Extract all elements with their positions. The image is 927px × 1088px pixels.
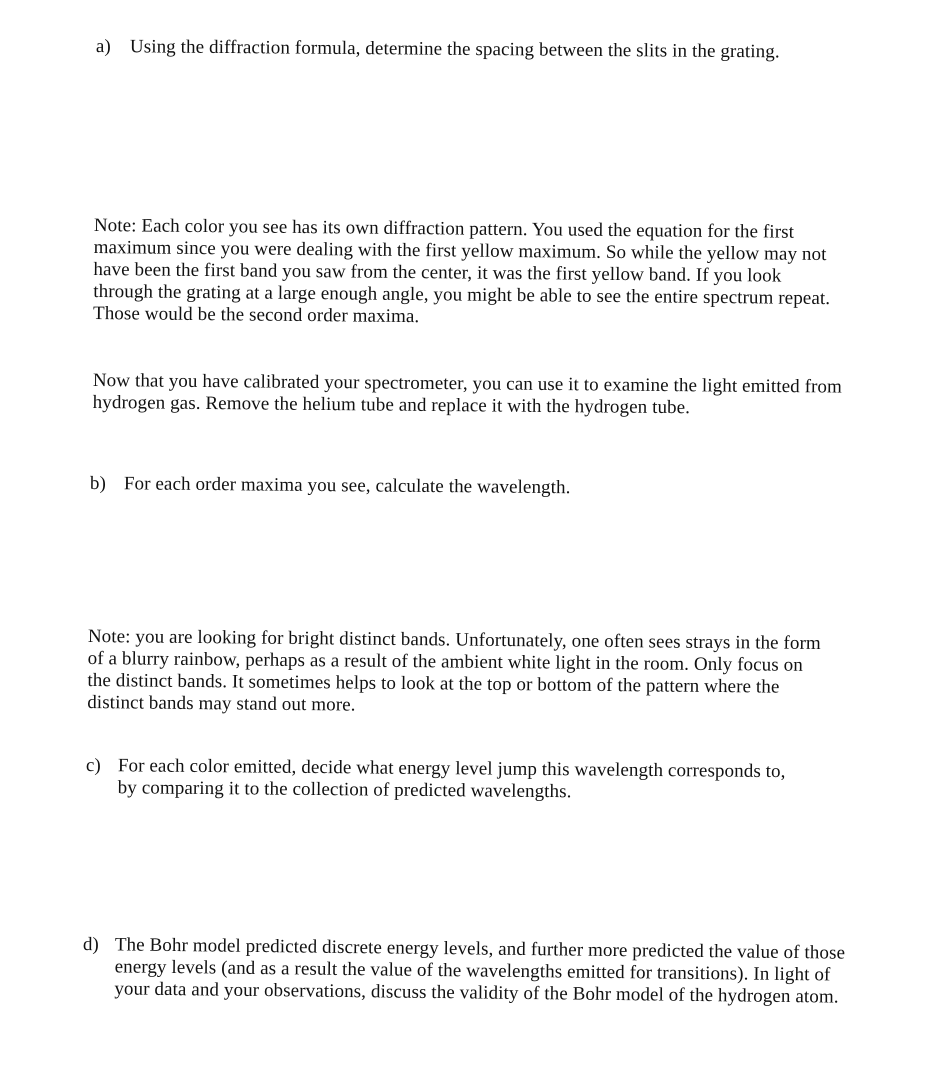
question-d-text: The Bohr model predicted discrete energy levels, and further more predicted the value of those energy levels (and as a result the value of the wavelengths emitted for transitions). In light of your data and your observations, discuss the validity of the Bohr model of the hydrogen atom.: [114, 934, 846, 1008]
question-c-label: c): [85, 755, 101, 777]
question-d: [82, 934, 851, 1009]
question-b-label: b): [89, 473, 107, 495]
note-bands: [87, 626, 830, 721]
question-a: [96, 36, 811, 64]
question-c: [86, 755, 786, 805]
question-a-text: Using the diffraction formula, determine the spacing between the slits in the grating.: [129, 36, 780, 63]
question-c-text: For each color emitted, decide what energy level jump this wavelength corresponds to, by comparing it to the collection of predicted wavelengths.: [117, 755, 786, 803]
question-d-label: d): [82, 934, 100, 956]
note-diffraction-text: Note: Each color you see has its own diffraction pattern. You used the equation for the first maximum since you were dealing with the first yellow maximum. So while the yellow may not have been the first band you saw from the center, it was the first yellow band. If you look through the grating at a large enough angle, you might be able to see the entire spectrum repeat. Those would be the second order maxima.: [92, 215, 831, 328]
note-bands-text: Note: you are looking for bright distinct bands. Unfortunately, one often sees strays in the form of a blurry rainbow, perhaps as a result of the ambient white light in the room. Only focus on the distinct bands. It sometimes helps to look at the top or bottom of the pattern where the distinct bands may stand out more.: [87, 626, 821, 716]
instruction-hydrogen-text: Now that you have calibrated your spectrometer, you can use it to examine the light emitted from hydrogen gas. Remove the helium tube and replace it with the hydrogen tube.: [92, 370, 843, 419]
note-diffraction: [93, 215, 836, 332]
instruction-hydrogen: [93, 370, 855, 421]
question-b-text: For each order maxima you see, calculate the wavelength.: [123, 473, 571, 499]
question-a-label: a): [95, 36, 111, 58]
question-b: [90, 473, 690, 500]
